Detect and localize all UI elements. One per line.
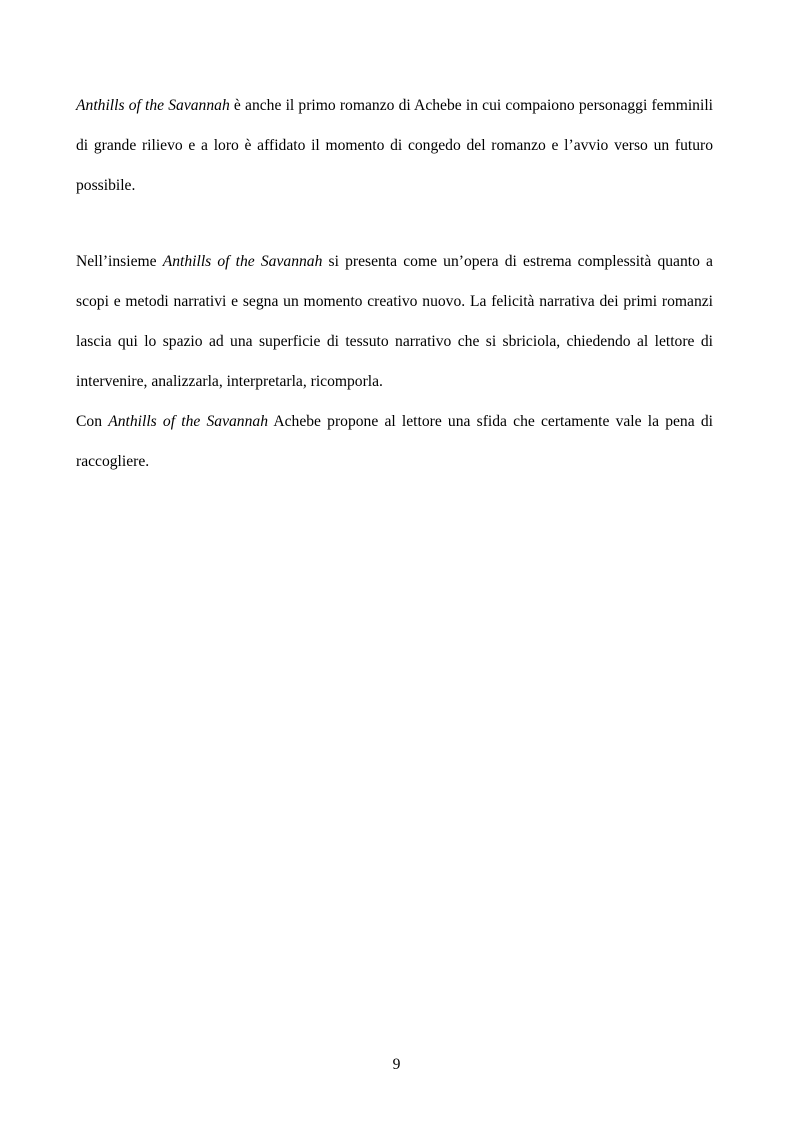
paragraph-2 xyxy=(76,242,713,402)
paragraph-text: si presenta come un’opera di estrema complessità quanto a scopi e metodi narrativi e segna un momento creativo nuovo. La felicità narrativa dei primi romanzi lascia qui lo spazio ad una superficie di tessuto narrativo che si sbriciola, chiedendo al lettore di intervenire, analizzarla, interpretarla, ricomporla. xyxy=(76,253,713,390)
paragraph-text: è anche il primo romanzo di Achebe in cui compaiono personaggi femminili di grande rilievo e a loro è affidato il momento di congedo del romanzo e l’avvio verso un futuro possibile. xyxy=(76,97,713,194)
paragraph-text: Con xyxy=(76,413,109,430)
book-title: Anthills of the Savannah xyxy=(162,253,323,270)
book-title: Anthills of the Savannah xyxy=(76,97,230,114)
paragraph-1 xyxy=(76,86,713,206)
paragraph-3 xyxy=(76,402,713,482)
page-number: 9 xyxy=(392,1056,401,1073)
book-title: Anthills of the Savannah xyxy=(108,413,268,430)
paragraph-text: Achebe propone al lettore una sfida che certamente vale la pena di raccogliere. xyxy=(76,413,713,470)
paragraph-text: Nell’insieme xyxy=(76,253,163,270)
body-text xyxy=(76,86,713,482)
